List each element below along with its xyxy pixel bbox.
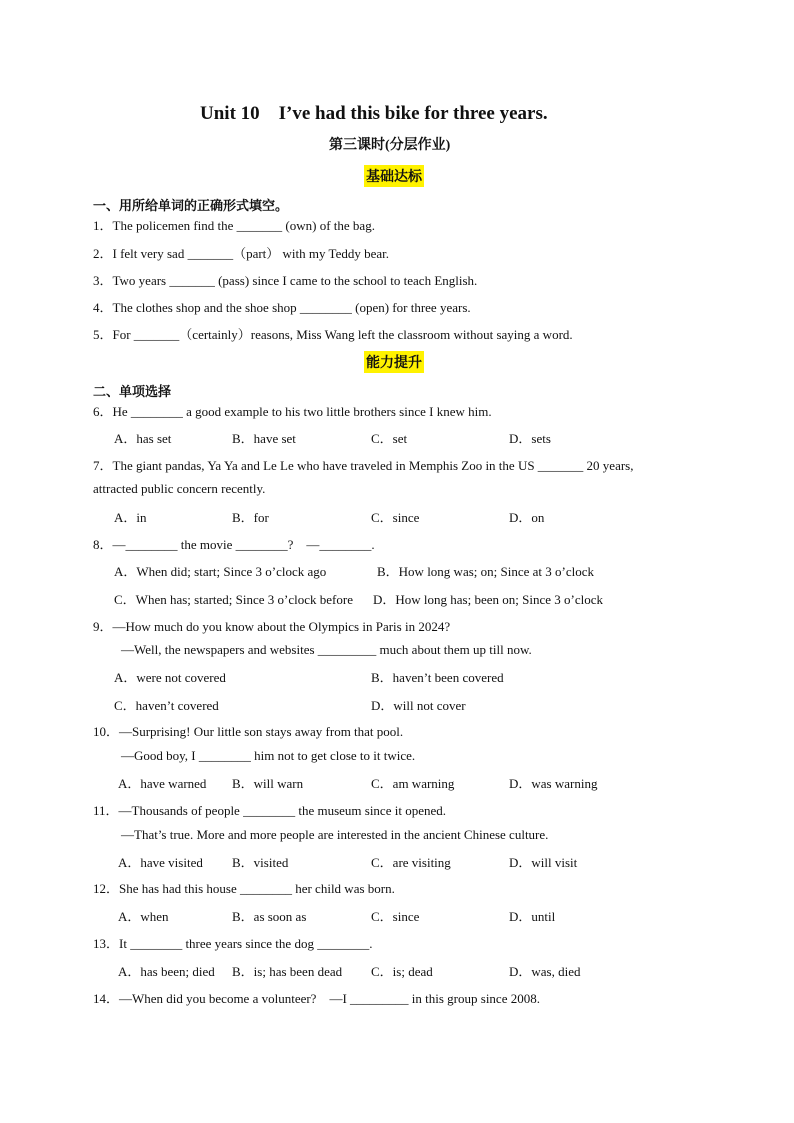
question-8: 8．—________ the movie ________? —________. bbox=[93, 537, 375, 552]
fill-item-3: 3．Two years _______ (pass) since I came to the school to teach English. bbox=[93, 273, 478, 288]
q7-option-c: C．since bbox=[371, 510, 420, 525]
section1-heading: 一、用所给单词的正确形式填空。 bbox=[93, 198, 289, 213]
section2-heading: 二、单项选择 bbox=[93, 384, 172, 399]
q10-option-a: A．have warned bbox=[118, 776, 207, 791]
q13-option-b: B．is; has been dead bbox=[232, 964, 343, 979]
q12-option-a: A．when bbox=[118, 909, 169, 924]
q9-option-b: B．haven’t been covered bbox=[371, 670, 504, 685]
q10-option-d: D．was warning bbox=[509, 776, 598, 791]
question-10-line-2: —Good boy, I ________ him not to get close to it twice. bbox=[121, 748, 416, 763]
q11-option-b: B．visited bbox=[232, 855, 289, 870]
question-14: 14．—When did you become a volunteer? —I _________ in this group since 2008. bbox=[93, 991, 540, 1006]
question-9-line-1: 9．—How much do you know about the Olympics in Paris in 2024? bbox=[93, 619, 451, 634]
q9-option-a: A．were not covered bbox=[114, 670, 226, 685]
q13-option-c: C．is; dead bbox=[371, 964, 433, 979]
q10-option-b: B．will warn bbox=[232, 776, 304, 791]
q7-option-a: A．in bbox=[114, 510, 147, 525]
fill-item-1: 1．The policemen find the _______ (own) of the bag. bbox=[93, 218, 375, 233]
q9-option-d: D．will not cover bbox=[371, 698, 466, 713]
basic-level-badge: 基础达标 bbox=[364, 165, 424, 187]
q13-option-d: D．was, died bbox=[509, 964, 581, 979]
question-10-line-1: 10．—Surprising! Our little son stays away from that pool. bbox=[93, 724, 404, 739]
fill-item-5: 5．For _______（certainly）reasons, Miss Wang left the classroom without saying a word. bbox=[93, 327, 573, 342]
q12-option-d: D．until bbox=[509, 909, 556, 924]
question-7-line-1: 7．The giant pandas, Ya Ya and Le Le who have traveled in Memphis Zoo in the US _______ 20 years, bbox=[93, 458, 634, 473]
q8-option-b: B．How long was; on; Since at 3 o’clock bbox=[377, 564, 594, 579]
q10-option-c: C．am warning bbox=[371, 776, 455, 791]
q8-option-d: D．How long has; been on; Since 3 o’clock bbox=[373, 592, 603, 607]
page-title: Unit 10 I’ve had this bike for three years. bbox=[200, 103, 548, 124]
q6-option-b: B．have set bbox=[232, 431, 296, 446]
q7-option-d: D．on bbox=[509, 510, 545, 525]
question-11-line-2: —That’s true. More and more people are interested in the ancient Chinese culture. bbox=[121, 827, 549, 842]
question-9-line-2: —Well, the newspapers and websites _________ much about them up till now. bbox=[121, 642, 532, 657]
q13-option-a: A．has been; died bbox=[118, 964, 215, 979]
q6-option-a: A．has set bbox=[114, 431, 172, 446]
q6-option-c: C．set bbox=[371, 431, 408, 446]
advanced-level-badge: 能力提升 bbox=[364, 351, 424, 373]
question-12: 12．She has had this house ________ her child was born. bbox=[93, 881, 395, 896]
question-6: 6．He ________ a good example to his two little brothers since I knew him. bbox=[93, 404, 492, 419]
q12-option-b: B．as soon as bbox=[232, 909, 307, 924]
fill-item-2: 2．I felt very sad _______（part） with my Teddy bear. bbox=[93, 246, 389, 261]
question-13: 13．It ________ three years since the dog ________. bbox=[93, 936, 373, 951]
q11-option-c: C．are visiting bbox=[371, 855, 451, 870]
q6-option-d: D．sets bbox=[509, 431, 551, 446]
q12-option-c: C．since bbox=[371, 909, 420, 924]
fill-item-4: 4．The clothes shop and the shoe shop ________ (open) for three years. bbox=[93, 300, 471, 315]
q11-option-d: D．will visit bbox=[509, 855, 578, 870]
q8-option-c: C．When has; started; Since 3 o’clock before bbox=[114, 592, 353, 607]
lesson-subtitle: 第三课时(分层作业) bbox=[329, 138, 451, 153]
q11-option-a: A．have visited bbox=[118, 855, 203, 870]
q7-option-b: B．for bbox=[232, 510, 269, 525]
question-7-line-2: attracted public concern recently. bbox=[93, 481, 266, 496]
q9-option-c: C．haven’t covered bbox=[114, 698, 219, 713]
q8-option-a: A．When did; start; Since 3 o’clock ago bbox=[114, 564, 327, 579]
question-11-line-1: 11．—Thousands of people ________ the museum since it opened. bbox=[93, 803, 446, 818]
